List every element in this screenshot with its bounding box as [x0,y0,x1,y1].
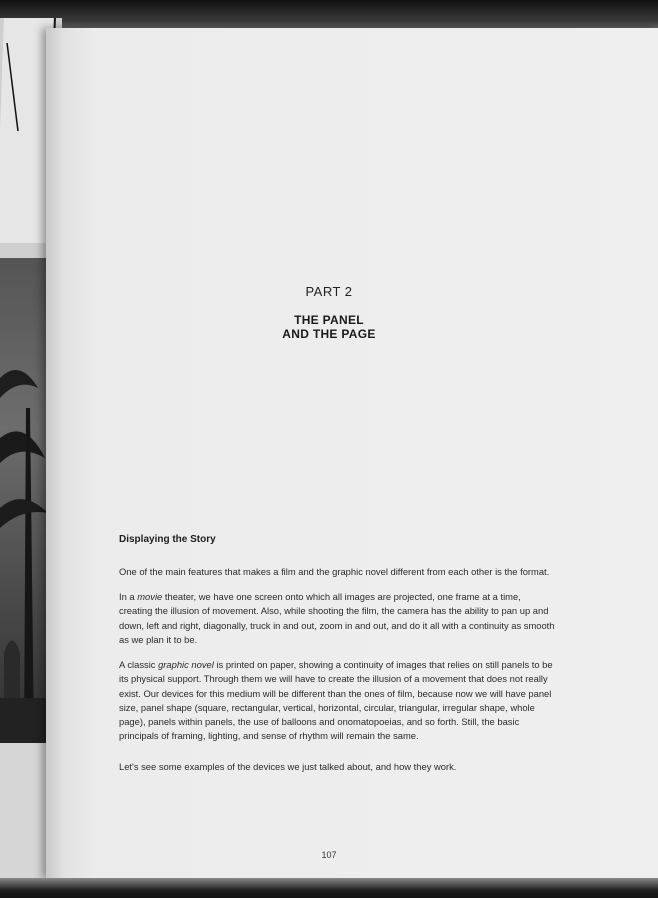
body-paragraph [119,760,555,774]
section-heading: Displaying the Story [119,534,216,545]
text-run: A classic [119,659,159,670]
text-run: Let's see some examples of the devices we just talked about, and how they work. [119,761,457,772]
page-number: 107 [321,850,337,860]
text-run: theater, we have one screen onto which all images are projected, one frame at a time, creating the illusion of movement. Also, while shooting the film, the camera has the ability to pan up and down, left and right, diagonally, truck in and out, zoom in and out, and do it all with a continuity as smooth as we plan it to be. [119,591,555,645]
book-page [46,28,658,879]
body-paragraph [119,590,555,647]
emphasis-text: graphic novel [158,659,214,670]
page-title-line-2: AND THE PAGE [282,327,376,341]
part-label: PART 2 [305,284,353,299]
text-run: In a [119,591,138,602]
facing-page-gutter [0,243,50,258]
text-run: is printed on paper, showing a continuity of images that relies on still panels to be its physical support. Through them we will have to create the illusion of a movement that does not really exist. Our devices for this medium will be different than the ones of film, because now we will have panel size, panel shape (square, rectangular, vertical, horizontal, circular, triangular, irregular shape, whole page), panels within panels, the use of balloons and onomatopoeias, and so forth. Still, the basic principals of framing, lighting, and sense of rhythm will remain the same. [119,659,553,742]
body-paragraph [119,565,555,579]
scan-top-edge [0,0,658,30]
page-title-line-1: THE PANEL [294,313,364,327]
panel-border-lines [0,43,43,133]
text-run: One of the main features that makes a film and the graphic novel different from each other is the format. [119,566,550,577]
body-paragraph [119,658,555,744]
scan-bottom-edge [0,878,658,898]
emphasis-text: movie [137,591,163,602]
